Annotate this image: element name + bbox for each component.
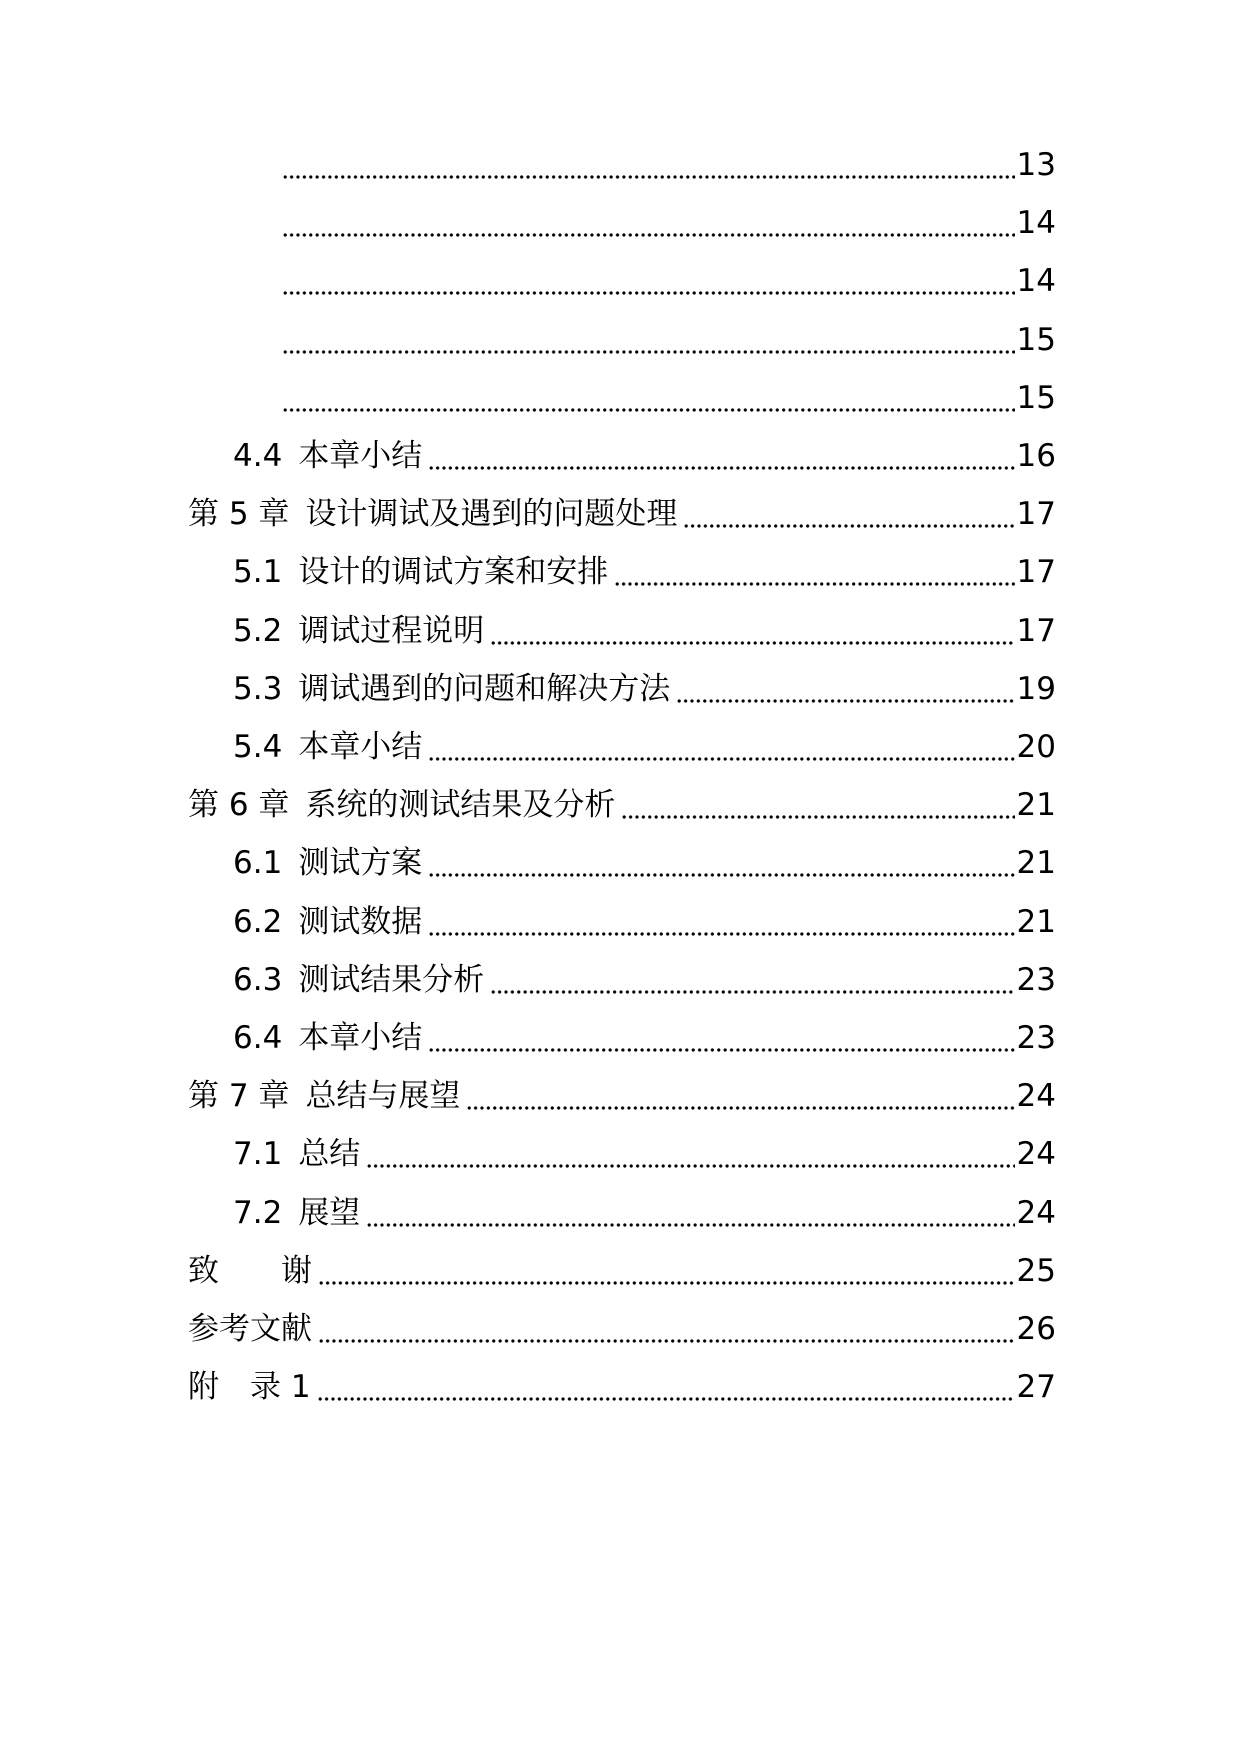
toc-entry-title: 总结: [298, 1136, 361, 1173]
toc-entry-title: 调试过程说明: [298, 612, 485, 649]
toc-entry[interactable]: [276, 136, 1056, 194]
toc-entry-page-number: 17: [1016, 612, 1056, 649]
toc-entry[interactable]: [276, 311, 1056, 369]
toc-entry-page-number: 24: [1016, 1194, 1056, 1231]
toc-entry-page-number: 17: [1016, 496, 1056, 533]
toc-dot-leader: [428, 834, 1014, 892]
toc-entry-number: 6.3: [233, 961, 283, 998]
toc-entry-page-number: 20: [1016, 729, 1056, 765]
toc-entry-page-number: 16: [1016, 438, 1056, 474]
toc-entry-title: 本章小结: [298, 729, 423, 765]
toc-dot-leader: [282, 311, 1015, 369]
toc-entry-page-number: 24: [1016, 1136, 1056, 1173]
toc-dot-leader: [621, 776, 1014, 834]
toc-dot-leader: [614, 543, 1014, 601]
toc-entry-title: 本章小结: [298, 438, 423, 474]
toc-dot-leader: [428, 718, 1014, 776]
toc-entry-title: 调试遇到的问题和解决方法: [298, 670, 671, 707]
toc-entry[interactable]: [188, 1358, 1056, 1416]
toc-entry[interactable]: [233, 1009, 1056, 1067]
toc-dot-leader: [366, 1184, 1014, 1242]
toc-entry-page-number: 21: [1016, 787, 1056, 824]
toc-entry-title: 测试方案: [298, 845, 423, 882]
toc-entry-number: 6.1: [233, 845, 283, 882]
toc-entry[interactable]: [188, 1067, 1056, 1125]
toc-entry-number: 5.1: [233, 554, 283, 591]
toc-entry[interactable]: [188, 776, 1056, 834]
toc-entry-number: 第 5 章: [188, 496, 290, 533]
toc-entry-page-number: 19: [1016, 670, 1056, 707]
toc-entry-page-number: 15: [1016, 321, 1056, 358]
toc-entry-title: 参考文献: [188, 1311, 312, 1347]
toc-entry[interactable]: [188, 1300, 1056, 1358]
toc-entry-page-number: 24: [1016, 1078, 1056, 1115]
toc-dot-leader: [318, 1242, 1015, 1300]
toc-entry[interactable]: [276, 194, 1056, 252]
toc-entry[interactable]: [188, 485, 1056, 543]
toc-entry-number: 4.4: [233, 438, 283, 474]
toc-entry-title: 展望: [298, 1194, 361, 1231]
toc-entry-title: 致 谢: [188, 1252, 312, 1289]
toc-entry-page-number: 21: [1016, 903, 1056, 940]
toc-entry-number: 第 6 章: [188, 787, 290, 824]
toc-dot-leader: [282, 136, 1015, 194]
toc-entry-number: 6.4: [233, 1020, 283, 1056]
toc-entry-page-number: 23: [1016, 961, 1056, 998]
toc-entry[interactable]: [233, 1184, 1056, 1242]
toc-entry-page-number: 14: [1016, 205, 1056, 242]
toc-entry-number: 5.2: [233, 612, 283, 649]
toc-entry-number: 7.1: [233, 1136, 283, 1173]
toc-entry-number: 6.2: [233, 903, 283, 940]
toc-entry-title: 测试结果分析: [298, 961, 485, 998]
toc-entry-number: 第 7 章: [188, 1078, 290, 1115]
toc-entry-title: 总结与展望: [305, 1078, 461, 1115]
toc-dot-leader: [490, 951, 1014, 1009]
toc-entry-title: 设计调试及遇到的问题处理: [305, 496, 678, 533]
toc-entry[interactable]: [233, 660, 1056, 718]
toc-entry-page-number: 21: [1016, 845, 1056, 882]
toc-entry-page-number: 26: [1016, 1311, 1056, 1347]
toc-dot-leader: [490, 602, 1014, 660]
toc-dot-leader: [282, 252, 1015, 310]
toc-entry[interactable]: [276, 252, 1056, 310]
toc-dot-leader: [676, 660, 1014, 718]
toc-entry[interactable]: [233, 718, 1056, 776]
toc-entry[interactable]: [233, 1125, 1056, 1183]
toc-dot-leader: [317, 1358, 1015, 1416]
toc-entry-page-number: 25: [1016, 1252, 1056, 1289]
toc-dot-leader: [318, 1300, 1015, 1358]
toc-entry[interactable]: [188, 1242, 1056, 1300]
toc-entry-number: 5.4: [233, 729, 283, 765]
toc-dot-leader: [428, 1009, 1014, 1067]
toc-entry-page-number: 15: [1016, 379, 1056, 416]
toc-dot-leader: [282, 194, 1015, 252]
toc-entry-number: 7.2: [233, 1194, 283, 1231]
toc-entry[interactable]: [233, 427, 1056, 485]
toc-entry-title: 附 录 1: [188, 1369, 311, 1406]
toc-dot-leader: [282, 369, 1015, 427]
toc-dot-leader: [366, 1125, 1014, 1183]
toc-entry-page-number: 17: [1016, 554, 1056, 591]
toc-entry-page-number: 14: [1016, 263, 1056, 300]
toc-dot-leader: [428, 427, 1014, 485]
toc-entry[interactable]: [233, 893, 1056, 951]
toc-entry-title: 测试数据: [298, 903, 423, 940]
toc-entry[interactable]: [233, 834, 1056, 892]
toc-entry-title: 本章小结: [298, 1020, 423, 1056]
toc-dot-leader: [466, 1067, 1014, 1125]
toc-entry[interactable]: [276, 369, 1056, 427]
toc-entry-page-number: 13: [1016, 147, 1056, 183]
toc-entry[interactable]: [233, 543, 1056, 601]
toc-dot-leader: [428, 893, 1014, 951]
toc-dot-leader: [683, 485, 1014, 543]
toc-entry-title: 设计的调试方案和安排: [298, 554, 609, 591]
toc-entry-title: 系统的测试结果及分析: [305, 787, 616, 824]
toc-entry-page-number: 27: [1016, 1369, 1056, 1406]
toc-entry[interactable]: [233, 951, 1056, 1009]
toc-entry-page-number: 23: [1016, 1020, 1056, 1056]
toc-entry[interactable]: [233, 602, 1056, 660]
toc-entry-number: 5.3: [233, 670, 283, 707]
